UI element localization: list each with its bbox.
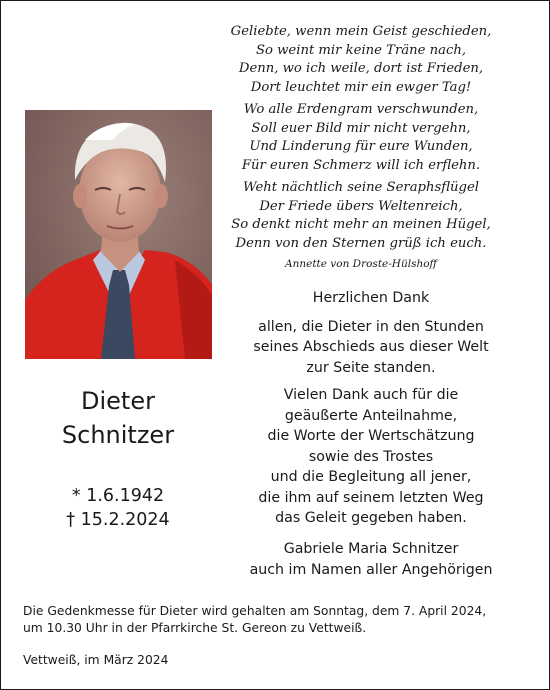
signature [223, 539, 519, 581]
thanks-title: Herzlichen Dank [312, 290, 430, 306]
poem-stanza-1 [221, 23, 501, 97]
signature-name: Gabriele Maria Schnitzer [283, 541, 459, 557]
poem-line: Der Friede übers Weltenreich, [259, 198, 463, 214]
notice-line-2: um 10.30 Uhr in der Pfarrkirche St. Gereon zu Vettweiß. [23, 621, 367, 635]
thanks-line: sowie des Trostes [308, 448, 434, 465]
poem-stanza-2 [221, 101, 501, 175]
poem-stanza-3 [221, 179, 501, 253]
notice-line-1: Die Gedenkmesse für Dieter wird gehalten am Sonntag, dem 7. April 2024, [23, 604, 487, 618]
signature-line: auch im Namen aller Angehörigen [249, 562, 493, 578]
birth-date: * 1.6.1942 [71, 486, 165, 506]
poem-line: Weht nächtlich seine Seraphsflügel [242, 180, 480, 195]
poem-line: Und Linderung für eure Wunden, [249, 139, 473, 154]
thanks-section [223, 288, 519, 529]
place-date: Vettweiß, im März 2024 [23, 653, 169, 667]
poem-line: Für euren Schmerz will ich erflehn. [241, 157, 481, 173]
last-name: Schnitzer [61, 421, 175, 449]
memorial-mass-notice [23, 603, 533, 637]
thanks-line: Vielen Dank auch für die [283, 387, 459, 403]
portrait-photo [25, 110, 212, 359]
poem-line: Geliebte, wenn mein Geist geschieden, [230, 24, 492, 39]
poem-line: So weint mir keine Träne nach, [255, 42, 467, 58]
thanks-paragraph-1 [223, 317, 519, 379]
poem-line: So denkt nicht mehr an meinen Hügel, [231, 217, 491, 232]
life-dates [23, 484, 213, 532]
poem-line: Soll euer Bild mir nicht vergehn, [251, 120, 471, 136]
thanks-line: und die Begleitung all jener, [270, 469, 472, 485]
thanks-line: allen, die Dieter in den Stunden [258, 318, 484, 335]
death-date: † 15.2.2024 [66, 510, 170, 530]
thanks-line: geäußerte Anteilnahme, [284, 407, 458, 424]
deceased-name [23, 384, 213, 452]
poem-line: Denn, wo ich weile, dort ist Frieden, [238, 61, 484, 76]
thanks-line: die Worte der Wertschätzung [267, 428, 475, 444]
first-name: Dieter [81, 387, 155, 415]
thanks-line: zur Seite standen. [306, 359, 436, 376]
poem-line: Denn von den Sternen grüß ich euch. [235, 235, 487, 251]
thanks-line: die ihm auf seinem letzten Weg [258, 489, 484, 506]
thanks-line: seines Abschieds aus dieser Welt [253, 339, 489, 355]
poem [221, 23, 501, 271]
portrait-illustration [25, 110, 212, 359]
poem-line: Wo alle Erdengram verschwunden, [243, 102, 479, 117]
thanks-line: das Geleit gegeben haben. [275, 510, 467, 526]
thanks-paragraph-2 [223, 385, 519, 529]
poem-line: Dort leuchtet mir ein ewger Tag! [250, 79, 472, 95]
poem-author: Annette von Droste-Hülshoff [285, 258, 437, 270]
